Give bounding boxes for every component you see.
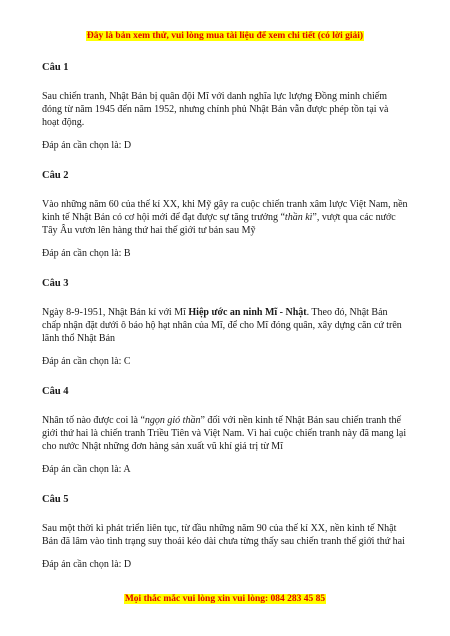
question-answer: Đáp án cần chọn là: C: [42, 356, 131, 367]
question-answer: Đáp án cần chọn là: D: [42, 559, 132, 570]
question-title: Câu 4: [42, 386, 69, 397]
question-body: Sau chiến tranh, Nhật Bản bị quân đội Mĩ với danh nghĩa lực lượng Đồng minh chiếm đóng từ năm 1945 đến năm 1952, nhưng chính phủ Nhật Bản vẫn được phép tồn tại và hoạt động.: [42, 91, 389, 128]
preview-banner: [0, 25, 450, 43]
question-body: Nhân tố nào được coi là “ngọn gió thần” đối với nền kinh tế Nhật Bản sau chiến tranh thế giới thứ hai là chiến tranh Triều Tiên và Việt Nam. Vì hai cuộc chiến tranh này đã mang lại cho nước Nhật những đơn hàng sản xuất vũ khí giá trị từ Mĩ: [42, 415, 407, 452]
question-body: Sau một thời kì phát triển liên tục, từ đầu những năm 90 của thế kỉ XX, nền kinh tế Nhật Bản đã lâm vào tình trạng suy thoái kéo dài chưa từng thấy sau chiến tranh thế giới thứ hai: [42, 523, 405, 547]
contact-footer-text: Mọi thắc mắc vui lòng xin vui lòng: 084 283 45 85: [124, 594, 326, 604]
question-body: Ngày 8-9-1951, Nhật Bản kí với Mĩ Hiệp ước an ninh Mĩ - Nhật. Theo đó, Nhật Bản chấp nhận đặt dưới ô bảo hộ hạt nhân của Mĩ, để cho Mĩ đóng quân, xây dựng căn cứ trên lãnh thổ Nhật Bản: [42, 307, 402, 344]
question-title: Câu 3: [42, 278, 69, 289]
question-title: Câu 2: [42, 170, 69, 181]
bold-text: Hiệp ước an ninh Mĩ - Nhật: [188, 307, 307, 318]
question-answer: Đáp án cần chọn là: B: [42, 248, 131, 259]
question-title: Câu 5: [42, 494, 69, 505]
question-answer: Đáp án cần chọn là: A: [42, 464, 131, 475]
emphasis-text: thần kì: [284, 212, 313, 223]
emphasis-text: ngọn gió thần: [144, 415, 201, 426]
question-1: [42, 62, 408, 152]
contact-footer: [0, 588, 450, 606]
preview-banner-text: Đây là bản xem thử, vui lòng mua tài liệu để xem chi tiết (có lời giải): [86, 31, 364, 41]
question-body: Vào những năm 60 của thế kỉ XX, khi Mỹ gây ra cuộc chiến tranh xâm lược Việt Nam, nền kinh tế Nhật Bản có cơ hội mới để đạt được sự tăng trưởng “thần kì”, vượt qua các nước Tây Âu vươn lên hàng thứ hai thế giới tư bản sau Mỹ: [42, 199, 408, 236]
question-3: [42, 278, 408, 368]
question-title: Câu 1: [42, 62, 69, 73]
question-5: [42, 494, 408, 571]
question-2: [42, 170, 408, 260]
question-4: [42, 386, 408, 476]
question-answer: Đáp án cần chọn là: D: [42, 140, 132, 151]
